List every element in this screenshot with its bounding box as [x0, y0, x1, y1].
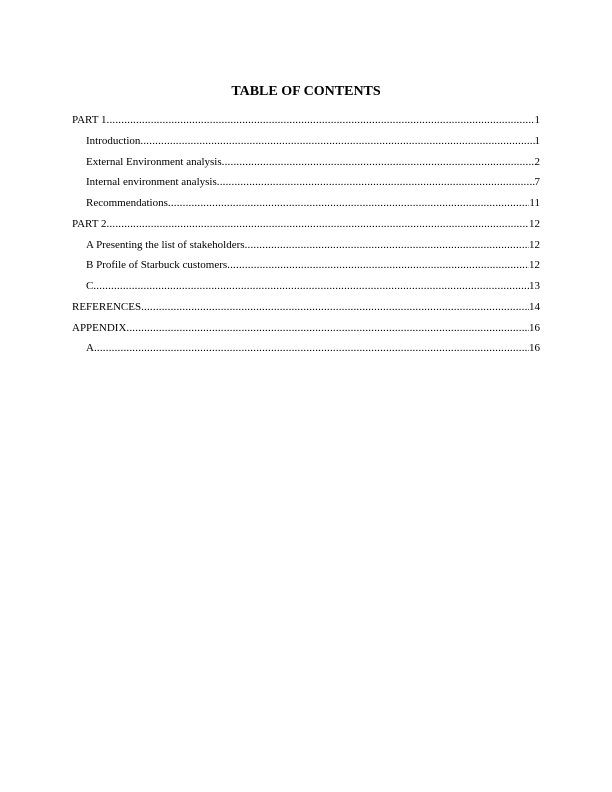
toc-entry-stakeholders[interactable] — [72, 238, 540, 259]
toc-entry-page: 1 — [534, 114, 540, 126]
toc-entry-page: 2 — [534, 155, 540, 168]
dot-leader — [107, 113, 535, 127]
dot-leader — [141, 300, 529, 314]
dot-leader — [140, 134, 534, 148]
dot-leader — [217, 175, 535, 189]
toc-entry-page: 16 — [529, 342, 540, 355]
toc-entry-page: 12 — [529, 238, 540, 251]
toc-entry-introduction[interactable] — [72, 134, 540, 155]
toc-entry-page: 16 — [529, 321, 540, 334]
toc-entry-label: A Presenting the list of stakeholders — [86, 238, 245, 251]
toc-entry-label: REFERENCES — [72, 300, 142, 313]
dot-leader — [245, 238, 529, 252]
toc-entry-part-2[interactable] — [72, 217, 540, 238]
toc-entry-label: Internal environment analysis — [86, 176, 217, 189]
toc-list — [72, 113, 540, 362]
dot-leader — [227, 258, 529, 272]
dot-leader — [126, 321, 529, 335]
toc-entry-page: 13 — [529, 280, 540, 292]
toc-entry-page: 7 — [534, 176, 540, 189]
dot-leader — [93, 279, 529, 293]
toc-entry-appendix[interactable] — [72, 321, 540, 342]
toc-entry-a[interactable] — [72, 341, 540, 362]
toc-entry-page: 1 — [534, 134, 540, 147]
toc-entry-c[interactable] — [72, 279, 540, 300]
toc-entry-label: Introduction — [86, 134, 141, 147]
toc-entry-label: PART 1 — [72, 114, 107, 126]
toc-entry-label: APPENDIX — [72, 321, 127, 334]
toc-entry-label: External Environment analysis — [86, 155, 222, 168]
toc-entry-page: 12 — [529, 217, 540, 230]
toc-entry-label: PART 2 — [72, 217, 107, 230]
toc-entry-page: 11 — [529, 197, 540, 209]
toc-entry-page: 14 — [529, 300, 540, 313]
toc-entry-page: 12 — [529, 259, 540, 272]
toc-title: TABLE OF CONTENTS — [231, 84, 381, 99]
dot-leader — [107, 217, 530, 231]
toc-entry-label: C — [86, 280, 94, 292]
dot-leader — [168, 196, 530, 210]
toc-entry-recommendations[interactable] — [72, 196, 540, 217]
toc-entry-customer-profile[interactable] — [72, 258, 540, 279]
toc-entry-part-1[interactable] — [72, 113, 540, 134]
toc-entry-label: Recommendations — [86, 197, 168, 209]
toc-entry-internal-environment[interactable] — [72, 175, 540, 196]
toc-entry-label: B Profile of Starbuck customers — [86, 259, 228, 272]
dot-leader — [222, 155, 535, 169]
dot-leader — [94, 341, 529, 355]
toc-entry-external-environment[interactable] — [72, 155, 540, 176]
toc-entry-references[interactable] — [72, 300, 540, 321]
toc-entry-label: A — [86, 342, 94, 355]
